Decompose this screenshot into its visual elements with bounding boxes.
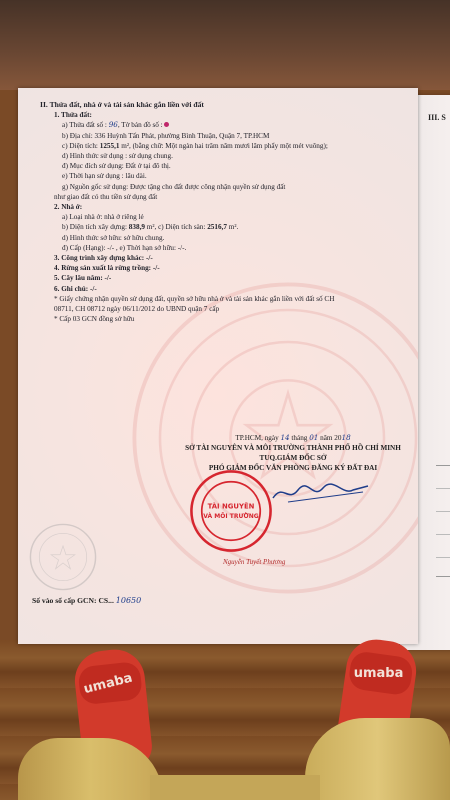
fabric-bottom <box>150 775 320 800</box>
redaction-mark <box>164 122 169 127</box>
land-address: b) Địa chỉ: 336 Huỳnh Tấn Phát, phường Bình Thuận, Quận 7, TP.HCM <box>62 131 270 140</box>
house-ownership: d) Hình thức sở hữu: sở hữu chung. <box>62 233 165 242</box>
note-2: 08711, CH 08712 ngày 06/11/2012 do UBND quận 7 cấp <box>54 305 220 314</box>
left-sandal-brand: umaba <box>82 670 134 698</box>
serial-number <box>32 596 141 605</box>
authority-delegation: TUQ.GIÁM ĐỐC SỞ <box>259 454 327 462</box>
section-ii-title: II. Thửa đất, nhà ở và tài sản khác gắn liền với đất <box>40 100 204 109</box>
official-red-stamp <box>188 468 274 554</box>
date-year-label: năm 20 <box>320 434 342 442</box>
land-lot <box>32 120 412 130</box>
house-heading: 2. Nhà ở: <box>54 203 83 212</box>
date-month: 01 <box>309 433 319 442</box>
land-term: e) Thời hạn sử dụng : lâu dài. <box>62 172 147 181</box>
house-area-value: 838,9 <box>128 223 145 232</box>
signature-block <box>158 433 418 473</box>
faded-seal <box>26 520 100 594</box>
authority-title: PHÓ GIÁM ĐỐC VĂN PHÒNG ĐĂNG KÝ ĐẤT ĐAI <box>208 464 378 472</box>
land-heading: 1. Thửa đất: <box>54 111 92 120</box>
land-purpose: đ) Mục đích sử dụng: Đất ở tại đô thị. <box>62 162 171 171</box>
date-month-label: tháng <box>291 434 308 442</box>
land-area-label: c) Diện tích: <box>62 141 98 150</box>
land-sheet-label: , Tờ bản đồ số : <box>117 121 165 130</box>
house-floor-suffix: m². <box>228 223 239 232</box>
land-origin-cont: như giao đất có thu tiền sử dụng đất <box>54 192 158 201</box>
adjacent-table <box>436 465 450 577</box>
land-area <box>32 141 412 151</box>
handwritten-signature <box>268 478 378 508</box>
house-floor-value: 2516,7 <box>207 223 227 232</box>
land-lot-label: a) Thửa đất số : <box>62 121 109 130</box>
note-1: * Giấy chứng nhận quyền sử dụng đất, quyền sở hữu nhà ở và tài sản khác gắn liền với đất số CH <box>54 294 335 303</box>
svg-text:VÀ MÔI TRƯỜNG: VÀ MÔI TRƯỜNG <box>203 512 259 520</box>
right-sandal-brand: umaba <box>353 665 404 681</box>
land-area-value: 1255,1 <box>99 141 120 150</box>
certificate-content <box>32 100 412 324</box>
signer-name: Nguyễn Tuyết Phương <box>223 558 286 566</box>
item-3: 3. Công trình xây dựng khác: -/- <box>54 254 153 263</box>
note-3: * Cấp 03 GCN đồng sở hữu <box>54 315 135 324</box>
house-grade: đ) Cấp (Hạng): -/- , e) Thời hạn sở hữu: -/-. <box>62 243 187 252</box>
serial-label: Số vào sổ cấp GCN: CS... <box>32 596 114 605</box>
issue-date <box>158 433 418 443</box>
serial-value: 10650 <box>115 596 142 605</box>
svg-text:TÀI NGUYÊN: TÀI NGUYÊN <box>207 502 255 511</box>
certificate-page <box>18 88 418 644</box>
item-4: 4. Rừng sản xuất là rừng trồng: -/- <box>54 264 160 273</box>
date-prefix: TP.HCM, ngày <box>235 434 279 442</box>
background-top <box>0 0 450 90</box>
land-lot-value: 96 <box>108 120 118 130</box>
house-area <box>32 222 412 232</box>
house-area-label: b) Diện tích xây dựng: <box>62 223 127 232</box>
item-6: 6. Ghi chú: -/- <box>54 284 97 293</box>
land-use-form: d) Hình thức sử dụng : sử dụng chung. <box>62 152 173 161</box>
house-floor-label: m², c) Diện tích sàn: <box>146 223 206 232</box>
house-type: a) Loại nhà ở: nhà ở riêng lẻ <box>62 213 144 222</box>
authority-name: SỞ TÀI NGUYÊN VÀ MÔI TRƯỜNG THÀNH PHỐ HỒ CHÍ MINH <box>185 444 401 452</box>
land-origin: g) Nguồn gốc sử dụng: Được tặng cho đất được công nhận quyền sử dụng đất <box>62 182 286 191</box>
fabric-right <box>305 718 450 800</box>
date-year: 18 <box>341 433 351 442</box>
item-5: 5. Cây lâu năm: -/- <box>54 274 112 283</box>
section-iii-title: III. S <box>428 113 446 122</box>
land-area-suffix: m², (bằng chữ: Một ngàn hai trăm năm mươi lăm phẩy một mét vuông); <box>121 141 328 150</box>
date-day: 14 <box>280 433 290 442</box>
